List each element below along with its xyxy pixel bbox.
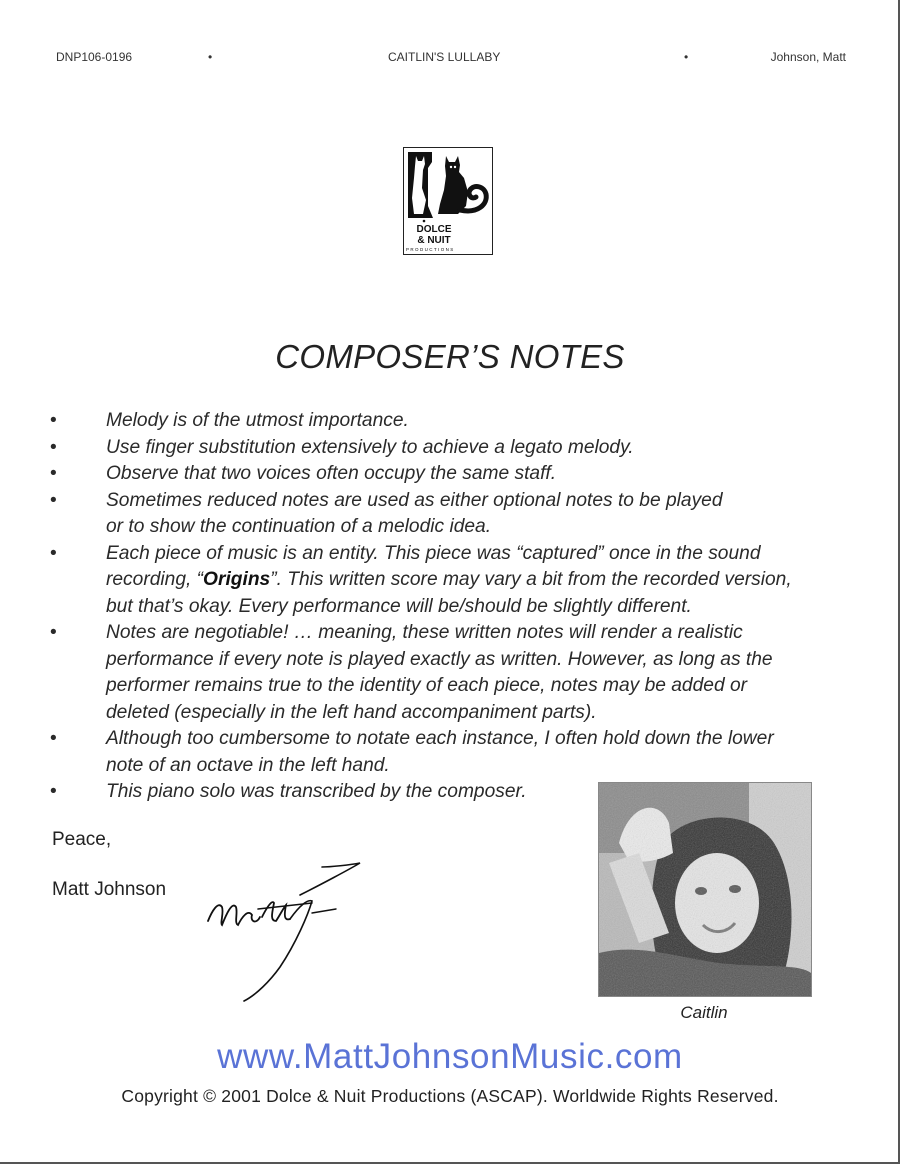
note-text: Melody is of the utmost importance. <box>106 410 409 431</box>
bullet: • <box>50 542 57 564</box>
note-text: Observe that two voices often occupy the same staff. <box>106 463 557 484</box>
note-text: Although too cumbersome to notate each instance, I often hold down the lower <box>106 728 774 749</box>
bullet: • <box>50 489 57 511</box>
note-text: This piano solo was transcribed by the composer. <box>106 781 527 802</box>
note-text: note of an octave in the left hand. <box>106 754 390 776</box>
note-text: Sometimes reduced notes are used as either optional notes to be played <box>106 489 723 511</box>
website-link[interactable]: www.MattJohnsonMusic.com <box>217 1037 683 1076</box>
photo-caption: Caitlin <box>680 1003 728 1022</box>
note-text: or to show the continuation of a melodic idea. <box>106 516 492 537</box>
salutation: Peace, <box>52 829 112 850</box>
logo-text-productions: PRODUCTIONS <box>406 247 455 252</box>
handwritten-signature <box>200 855 370 1005</box>
logo-text-dolce: DOLCE <box>416 224 452 235</box>
caitlin-photo <box>598 782 812 997</box>
note-text: ”. This written score may vary a bit from the recorded version, <box>270 569 792 590</box>
note-item <box>50 435 850 462</box>
note-item <box>50 620 850 726</box>
composer-notes-list <box>50 408 850 806</box>
composer-name: Johnson, Matt <box>770 50 846 64</box>
note-text: but that’s okay. Every performance will be/should be slightly different. <box>106 595 692 617</box>
bullet: • <box>50 463 57 484</box>
dolce-nuit-logo <box>403 147 493 255</box>
note-text: Use finger substitution extensively to achieve a legato melody. <box>106 436 634 458</box>
note-text: Each piece of music is an entity. This piece was “captured” once in the sound <box>106 542 761 564</box>
note-text: deleted (especially in the left hand accompaniment parts). <box>106 701 597 723</box>
page-header <box>56 50 846 66</box>
bullet: • <box>50 622 57 643</box>
signer-name: Matt Johnson <box>52 879 167 900</box>
notes-title: COMPOSER’S NOTES <box>275 338 625 375</box>
catalog-number: DNP106-0196 <box>56 50 133 64</box>
bullet: • <box>50 728 57 749</box>
note-text: recording, “ <box>106 569 204 590</box>
header-separator: • <box>208 50 213 64</box>
note-item <box>50 726 850 779</box>
note-item <box>50 541 850 621</box>
header-separator: • <box>684 50 689 64</box>
note-text: Notes are negotiable! … meaning, these written notes will render a realistic <box>106 622 743 643</box>
note-text: performance if every note is played exactly as written. However, as long as the <box>106 648 773 670</box>
logo-text-nuit: & NUIT <box>417 235 451 246</box>
note-item <box>50 461 850 488</box>
album-title: Origins <box>203 569 271 590</box>
bullet: • <box>50 781 57 802</box>
bullet: • <box>50 436 57 458</box>
note-item <box>50 488 850 541</box>
note-text: performer remains true to the identity of each piece, notes may be added or <box>106 675 748 696</box>
note-item <box>50 408 850 435</box>
piece-title: CAITLIN'S LULLABY <box>388 50 501 64</box>
bullet: • <box>50 410 57 431</box>
child-portrait-image <box>599 783 811 996</box>
copyright-notice: Copyright © 2001 Dolce & Nuit Productions (ASCAP). Worldwide Rights Reserved. <box>121 1086 779 1106</box>
